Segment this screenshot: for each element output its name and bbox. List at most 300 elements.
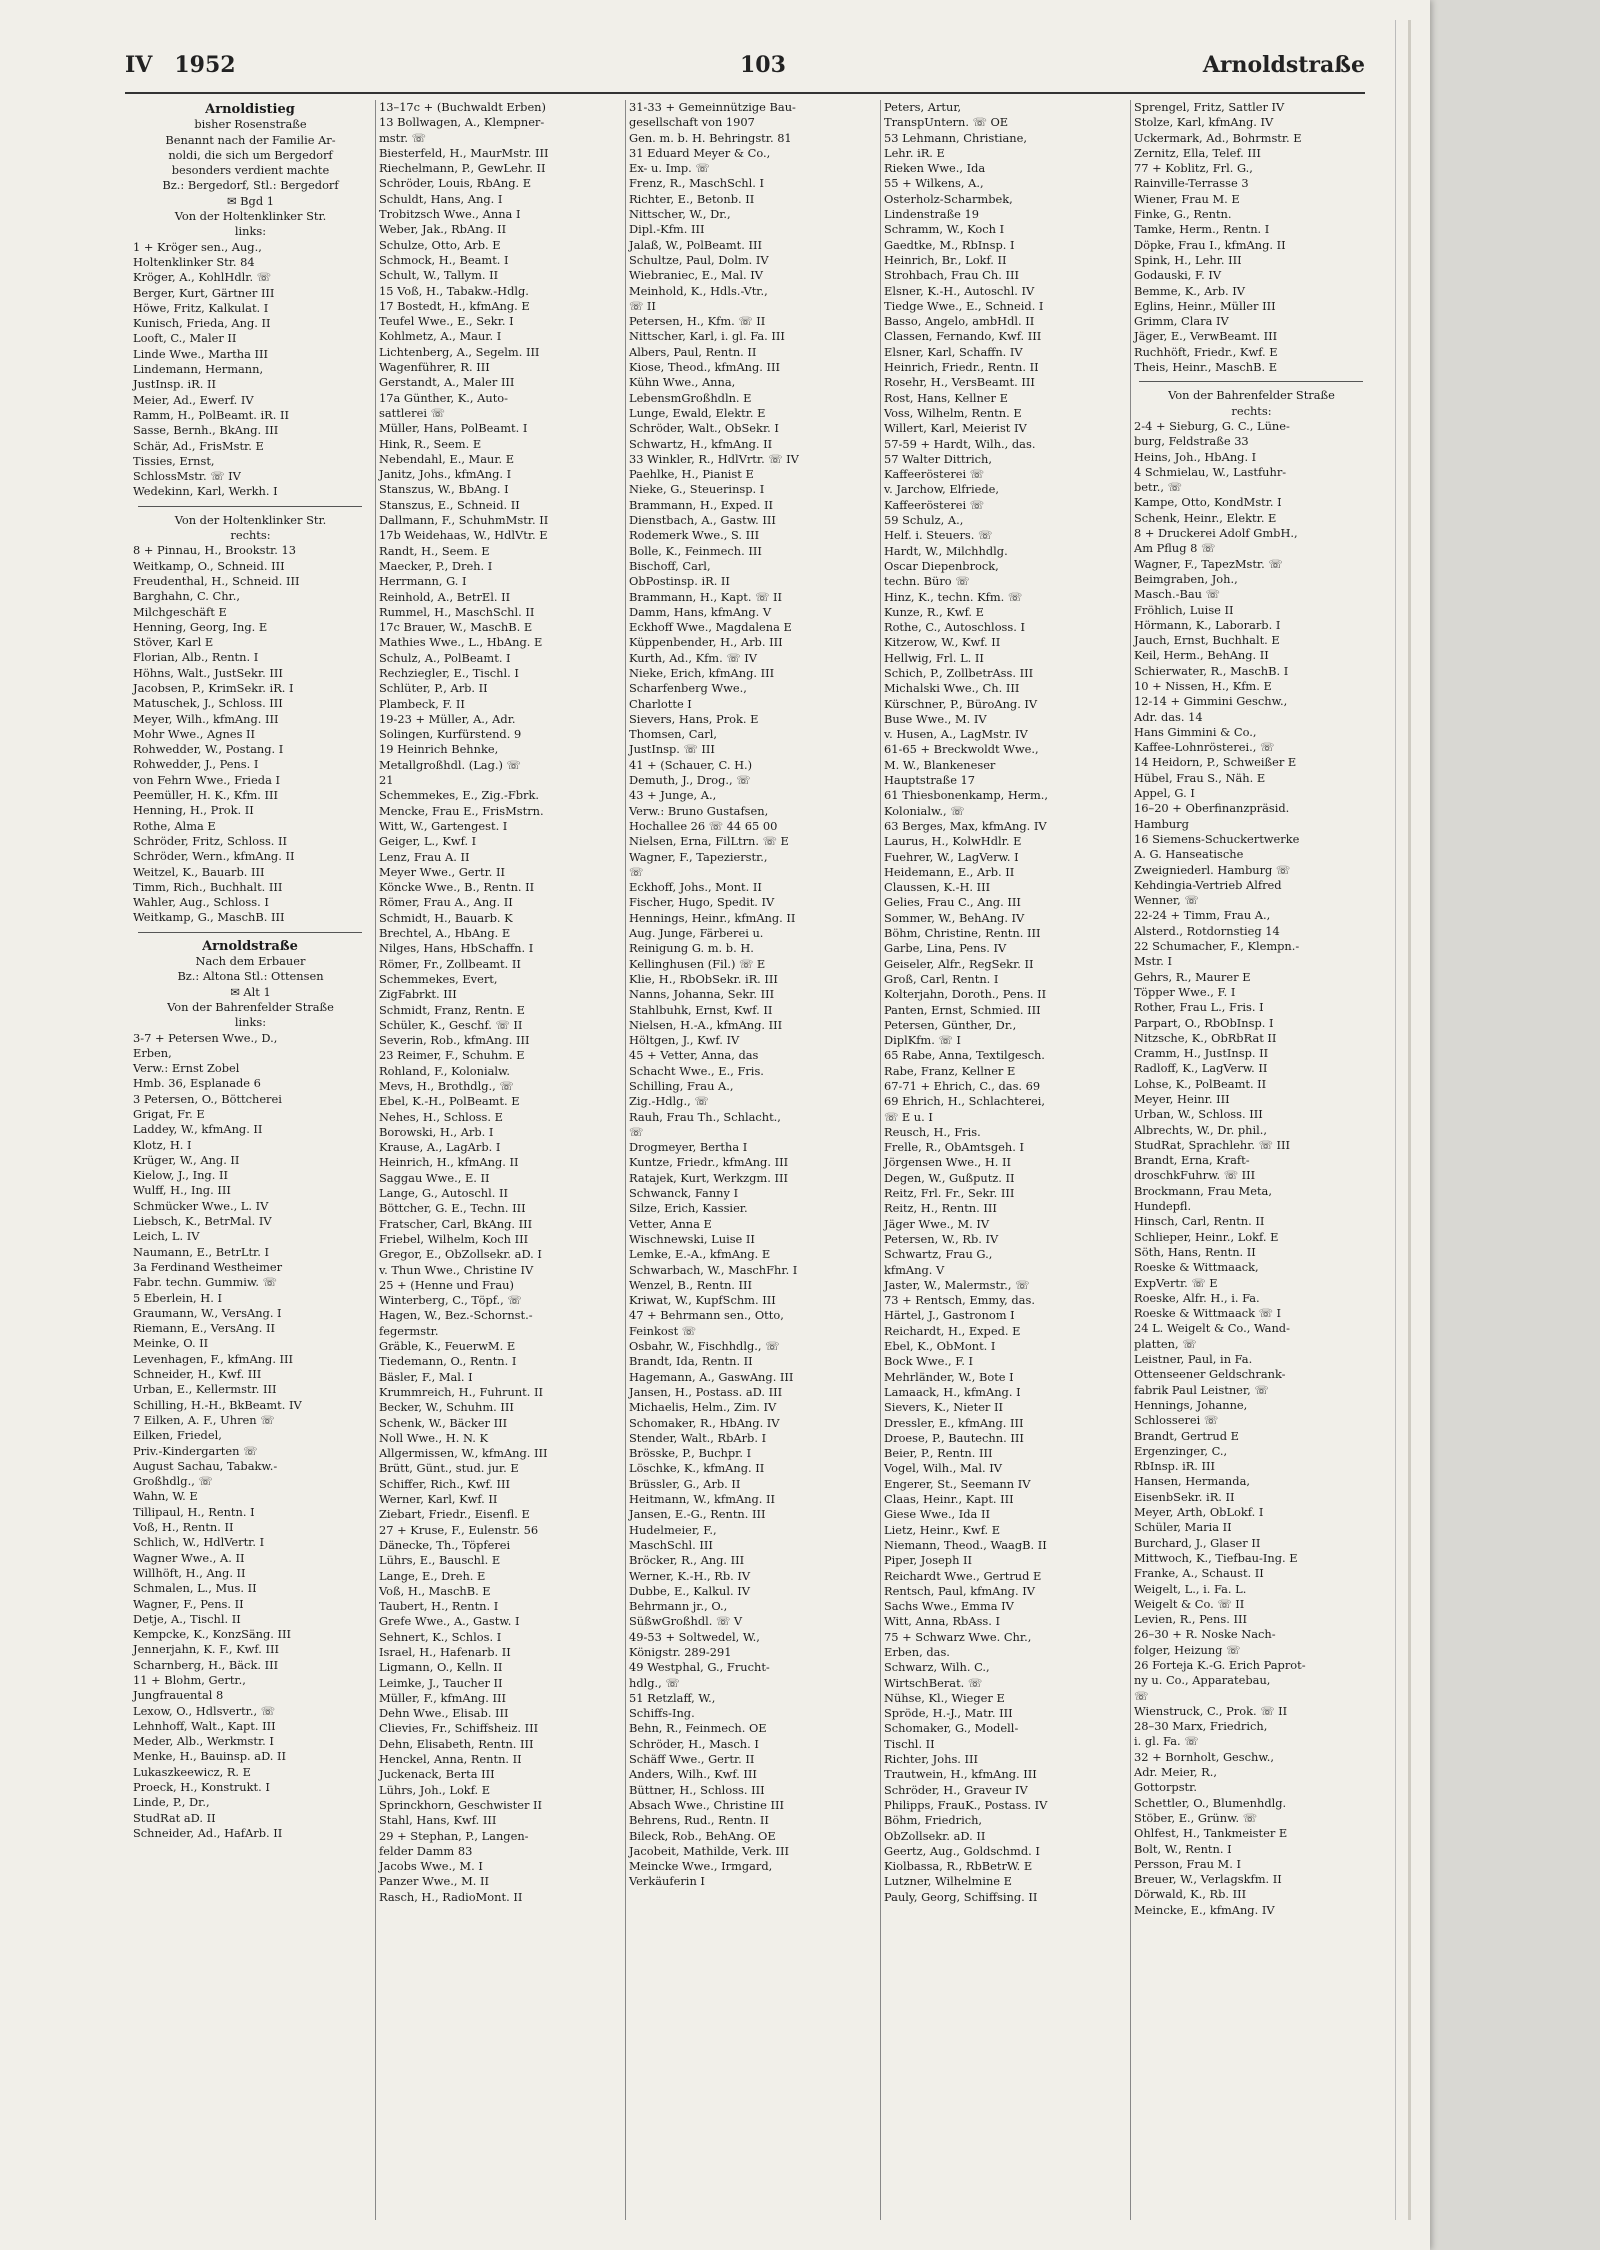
directory-entry: Urban, E., Kellermstr. III <box>133 1382 277 1397</box>
directory-entry: Jacobeit, Mathilde, Verk. III <box>629 1843 790 1858</box>
directory-entry: SüßwGroßhdl. ☏ V <box>629 1614 743 1629</box>
directory-entry: Garbe, Lina, Pens. IV <box>884 941 1007 956</box>
directory-entry: Kielow, J., Ing. II <box>133 1168 228 1183</box>
directory-entry: Stahlbuhk, Ernst, Kwf. II <box>629 1002 773 1017</box>
directory-entry: ☏ II <box>629 298 656 313</box>
directory-entry: Grefe Wwe., A., Gastw. I <box>379 1614 520 1629</box>
directory-entry: Fratscher, Carl, BkAng. III <box>379 1216 533 1231</box>
directory-entry: Rohland, F., Kolonialw. <box>379 1063 511 1078</box>
directory-entry: Hundepfl. <box>1134 1199 1192 1214</box>
directory-entry: 1 + Kröger sen., Aug., <box>133 239 262 254</box>
directory-entry: Randt, H., Seem. E <box>379 543 490 558</box>
directory-entry: Rechziegler, E., Tischl. I <box>379 665 519 680</box>
directory-entry: gesellschaft von 1907 <box>629 115 755 130</box>
directory-entry: Kunisch, Frieda, Ang. II <box>133 316 271 331</box>
directory-entry: 75 + Schwarz Wwe. Chr., <box>884 1629 1032 1644</box>
directory-entry: 51 Retzlaff, W., <box>629 1690 716 1705</box>
directory-entry: Mohr Wwe., Agnes II <box>133 726 256 741</box>
directory-entry: Döpke, Frau I., kfmAng. II <box>1134 237 1286 252</box>
directory-entry: Schlieper, Heinr., Lokf. E <box>1134 1229 1279 1244</box>
directory-entry: 17c Brauer, W., MaschB. E <box>379 620 533 635</box>
directory-entry: Riechelmann, P., GewLehr. II <box>379 161 546 176</box>
directory-entry: Kürschner, P., BüroAng. IV <box>884 696 1038 711</box>
directory-entry: Linde, P., Dr., <box>133 1795 210 1810</box>
directory-entry: Lichtenberg, A., Segelm. III <box>379 344 540 359</box>
directory-entry: Clievies, Fr., Schiffsheiz. III <box>379 1721 539 1736</box>
directory-entry: Milchgeschäft E <box>133 604 227 619</box>
directory-entry: Schröder, Walt., ObSekr. I <box>629 421 779 436</box>
header-left <box>125 52 236 78</box>
directory-entry: DiplKfm. ☏ I <box>884 1033 961 1048</box>
directory-entry: Gräble, K., FeuerwM. E <box>379 1339 516 1354</box>
directory-entry: Fröhlich, Luise II <box>1134 602 1234 617</box>
directory-entry: Jauch, Ernst, Buchhalt. E <box>1134 633 1280 648</box>
directory-entry: Heinrich, H., kfmAng. II <box>379 1155 519 1170</box>
directory-entry: 49-53 + Soltwedel, W., <box>629 1629 760 1644</box>
directory-entry: Heidemann, E., Arb. II <box>884 864 1015 879</box>
page-ribbon <box>1408 20 1411 2220</box>
street-heading: Arnoldistieg <box>205 102 295 117</box>
directory-entry: Basso, Angelo, ambHdl. II <box>884 314 1035 329</box>
directory-entry: Solingen, Kurfürstend. 9 <box>379 727 522 742</box>
directory-entry: Frelle, R., ObAmtsgeh. I <box>884 1140 1024 1155</box>
directory-entry: Schwarbach, W., MaschFhr. I <box>629 1262 798 1277</box>
section-note: Benannt nach der Familie Ar- <box>165 132 336 147</box>
directory-entry: Metallgroßhdl. (Lag.) ☏ <box>379 757 521 772</box>
directory-entry: Detje, A., Tischl. II <box>133 1611 241 1626</box>
directory-entry: Kehdingia-Vertrieb Alfred <box>1134 877 1282 892</box>
directory-entry: Liebsch, K., BetrMal. IV <box>133 1214 272 1229</box>
directory-entry: Grigat, Fr. E <box>133 1107 205 1121</box>
directory-entry: Dörwald, K., Rb. III <box>1134 1887 1247 1902</box>
directory-entry: JustInsp. ☏ III <box>629 742 715 757</box>
directory-entry: Jungfrauental 8 <box>133 1688 224 1703</box>
directory-entry: Riemann, E., VersAng. II <box>133 1321 275 1336</box>
directory-entry: 31 Eduard Meyer & Co., <box>629 145 771 160</box>
directory-entry: Brösske, P., Buchpr. I <box>629 1446 752 1461</box>
directory-entry: Leistner, Paul, in Fa. <box>1134 1352 1253 1367</box>
directory-entry: Meier, Ad., Ewerf. IV <box>133 392 254 407</box>
directory-entry: Brütt, Günt., stud. jur. E <box>379 1461 519 1476</box>
directory-entry: Albers, Paul, Rentn. II <box>629 344 757 359</box>
directory-entry: Ligmann, O., Kelln. II <box>379 1660 503 1675</box>
directory-entry: Ebel, K.-H., PolBeamt. E <box>379 1094 520 1109</box>
section-note: Von der Bahrenfelder Straße <box>1168 388 1335 403</box>
directory-entry: Heitmann, W., kfmAng. II <box>629 1492 775 1507</box>
directory-entry: Winterberg, C., Töpf., ☏ <box>379 1293 522 1308</box>
directory-entry: Hennings, Heinr., kfmAng. II <box>629 910 796 925</box>
directory-entry: Drogmeyer, Bertha I <box>629 1140 748 1155</box>
directory-entry: 2-4 + Sieburg, G. C., Lüne- <box>1134 418 1290 433</box>
directory-entry: M. W., Blankeneser <box>884 757 996 772</box>
directory-entry: Rother, Frau L., Fris. I <box>1134 1000 1264 1015</box>
directory-entry: Schulze, Otto, Arb. E <box>379 237 501 252</box>
directory-entry: Groß, Carl, Rentn. I <box>884 971 999 986</box>
directory-entry: Voß, H., Rentn. II <box>133 1520 234 1535</box>
directory-entry: ny u. Co., Apparatebau, <box>1134 1673 1271 1688</box>
directory-entry: Ramm, H., PolBeamt. iR. II <box>133 407 289 422</box>
directory-entry: Lange, E., Dreh. E <box>379 1568 486 1583</box>
directory-entry: ☏ <box>629 1124 644 1139</box>
directory-entry: Looft, C., Maler II <box>133 331 237 346</box>
header-street: Arnoldstraße <box>1202 52 1365 78</box>
directory-entry: Kolterjahn, Doroth., Pens. II <box>884 987 1047 1002</box>
directory-entry: Brandt, Gertrud E <box>1134 1428 1239 1443</box>
directory-entry: 4 Schmielau, W., Lastfuhr- <box>1134 464 1287 479</box>
directory-entry: Rothe, Alma E <box>133 818 216 833</box>
directory-entry: 57 Walter Dittrich, <box>884 451 993 466</box>
directory-entry: Schär, Ad., FrisMstr. E <box>133 438 264 453</box>
directory-entry: Meincke Wwe., Irmgard, <box>629 1859 773 1874</box>
section-note: links: <box>234 1015 267 1030</box>
directory-entry: Schlüter, P., Arb. II <box>379 681 488 696</box>
directory-entry: 17b Weidehaas, W., HdlVtr. E <box>379 528 548 543</box>
directory-entry: Franke, A., Schaust. II <box>1134 1566 1264 1581</box>
directory-entry: Fuehrer, W., LagVerw. I <box>884 849 1019 864</box>
directory-entry: Petersen, Günther, Dr., <box>884 1017 1017 1032</box>
directory-entry: 8 + Pinnau, H., Brookstr. 13 <box>133 543 296 558</box>
directory-entry: Schmücker Wwe., L. IV <box>133 1198 269 1213</box>
directory-entry: Uckermark, Ad., Bohrmstr. E <box>1134 130 1302 145</box>
directory-entry: Becker, W., Schuhm. III <box>379 1400 514 1415</box>
directory-entry: Zernitz, Ella, Telef. III <box>1134 145 1261 160</box>
directory-entry: Lindenstraße 19 <box>884 207 980 222</box>
directory-entry: 59 Schulz, A., <box>884 513 964 528</box>
directory-entry: ☏ E u. I <box>884 1109 933 1124</box>
directory-entry: Gehrs, R., Maurer E <box>1134 969 1251 984</box>
directory-entry: Gregor, E., ObZollsekr. aD. I <box>379 1247 542 1262</box>
directory-entry: Reichardt, H., Exped. E <box>884 1323 1021 1338</box>
directory-entry: fabrik Paul Leistner, ☏ <box>1134 1382 1269 1397</box>
column-1 <box>130 100 370 2220</box>
directory-entry: Kiose, Theod., kfmAng. III <box>629 360 781 375</box>
directory-entry: Schenk, Heinr., Elektr. E <box>1134 510 1277 525</box>
directory-entry: Nilges, Hans, HbSchaffn. I <box>379 941 534 956</box>
directory-entry: A. G. Hanseatische <box>1134 847 1244 862</box>
directory-entry: 19 Heinrich Behnke, <box>379 742 499 757</box>
directory-entry: Höltgen, J., Kwf. IV <box>629 1033 740 1048</box>
directory-entry: Panzer Wwe., M. II <box>379 1874 490 1889</box>
page-header <box>125 52 1365 86</box>
directory-entry: Rost, Hans, Kellner E <box>884 390 1008 405</box>
directory-entry: Schult, W., Tallym. II <box>379 268 499 283</box>
directory-entry: Peemüller, H. K., Kfm. III <box>133 788 279 803</box>
directory-entry: Schemmekes, Evert, <box>379 971 498 986</box>
directory-entry: Meinke, O. II <box>133 1336 209 1351</box>
directory-entry: 8 + Druckerei Adolf GmbH., <box>1134 526 1298 541</box>
directory-entry: 24 L. Weigelt & Co., Wand- <box>1134 1321 1290 1336</box>
directory-entry: Juckenack, Berta III <box>379 1767 495 1782</box>
directory-entry: JustInsp. iR. II <box>133 377 216 392</box>
directory-entry: Wenzel, B., Rentn. III <box>629 1277 753 1292</box>
directory-entry: Fabr. techn. Gummiw. ☏ <box>133 1275 277 1290</box>
directory-entry: Godauski, F. IV <box>1134 268 1222 283</box>
directory-entry: Sievers, K., Nieter II <box>884 1400 1004 1415</box>
directory-entry: Weitkamp, G., MaschB. III <box>133 910 285 925</box>
directory-entry: Giese Wwe., Ida II <box>884 1507 990 1522</box>
directory-entry: Rentsch, Paul, kfmAng. IV <box>884 1583 1035 1598</box>
directory-entry: Meincke, E., kfmAng. IV <box>1134 1902 1275 1917</box>
section-note: besonders verdient machte <box>171 163 330 178</box>
directory-entry: 28–30 Marx, Friedrich, <box>1134 1719 1268 1734</box>
directory-entry: Königstr. 289-291 <box>629 1644 732 1659</box>
directory-entry: Droese, P., Bautechn. III <box>884 1430 1024 1445</box>
section-note: rechts: <box>1231 403 1272 418</box>
directory-entry: Richter, E., Betonb. II <box>629 191 755 206</box>
directory-entry: Meyer, Wilh., kfmAng. III <box>133 711 279 726</box>
directory-entry: Schemmekes, E., Zig.-Fbrk. <box>379 788 539 803</box>
directory-entry: Gen. m. b. H. Behringstr. 81 <box>629 130 792 145</box>
directory-entry: Degen, W., Gußputz. II <box>884 1170 1015 1185</box>
directory-entry: folger, Heizung ☏ <box>1134 1642 1241 1657</box>
directory-entry: Adr. Meier, R., <box>1134 1765 1217 1780</box>
directory-entry: Schröder, Fritz, Schloss. II <box>133 833 288 848</box>
directory-entry: Klotz, H. I <box>133 1137 192 1152</box>
directory-entry: 22-24 + Timm, Frau A., <box>1134 908 1271 923</box>
directory-entry: EisenbSekr. iR. II <box>1134 1489 1235 1504</box>
directory-entry: Engerer, St., Seemann IV <box>884 1476 1031 1491</box>
directory-entry: Wahler, Aug., Schloss. I <box>133 895 269 910</box>
column-3 <box>625 100 876 2220</box>
directory-entry: Matuschek, J., Schloss. III <box>133 696 283 711</box>
directory-entry: Kellinghusen (Fil.) ☏ E <box>629 956 766 971</box>
directory-entry: Schneider, Ad., HafArb. II <box>133 1825 283 1840</box>
directory-entry: TranspUntern. ☏ OE <box>884 115 1009 130</box>
directory-entry: Sehnert, K., Schlos. I <box>379 1629 502 1644</box>
directory-entry: Ottenseener Geldschrank- <box>1134 1367 1286 1382</box>
directory-entry: Heins, Joh., HbAng. I <box>1134 449 1257 464</box>
directory-entry: Schwanck, Fanny I <box>629 1186 739 1201</box>
directory-entry: Timm, Rich., Buchhalt. III <box>133 879 283 894</box>
directory-entry: fegermstr. <box>379 1323 439 1338</box>
directory-entry: Reitz, H., Rentn. III <box>884 1201 997 1216</box>
directory-entry: Florian, Alb., Rentn. I <box>133 650 259 665</box>
directory-entry: 29 + Stephan, P., Langen- <box>379 1828 529 1843</box>
directory-entry: Herrmann, G. I <box>379 574 467 589</box>
directory-entry: Breuer, W., Verlagskfm. II <box>1134 1872 1282 1887</box>
directory-entry: Lehnhoff, Walt., Kapt. III <box>133 1718 276 1733</box>
directory-entry: Eilken, Friedel, <box>133 1428 222 1443</box>
directory-entry: Meyer, Heinr. III <box>1134 1092 1230 1106</box>
directory-entry: Willert, Karl, Meierist IV <box>884 421 1027 436</box>
directory-entry: Richter, Johs. III <box>884 1752 979 1767</box>
directory-entry: felder Damm 83 <box>379 1843 473 1858</box>
directory-entry: Osterholz-Scharmbek, <box>884 191 1013 206</box>
directory-entry: Janitz, Johs., kfmAng. I <box>379 467 512 482</box>
directory-entry: Jäger, E., VerwBeamt. III <box>1134 329 1278 344</box>
directory-entry: Thomsen, Carl, <box>629 727 717 742</box>
section-note: rechts: <box>230 528 271 543</box>
directory-entry: v. Husen, A., LagMstr. IV <box>884 727 1028 742</box>
directory-entry: 14 Heidorn, P., Schweißer E <box>1134 755 1297 770</box>
directory-entry: Rodemerk Wwe., S. III <box>629 528 760 543</box>
directory-entry: 26–30 + R. Noske Nach- <box>1134 1627 1276 1642</box>
directory-entry: Schierwater, R., MaschB. I <box>1134 663 1289 678</box>
directory-entry: August Sachau, Tabakw.- <box>133 1458 278 1473</box>
directory-entry: 73 + Rentsch, Emmy, das. <box>884 1293 1035 1308</box>
directory-entry: Panten, Ernst, Schmied. III <box>884 1002 1041 1017</box>
directory-entry: 77 + Koblitz, Frl. G., <box>1134 161 1253 176</box>
directory-entry: Absach Wwe., Christine III <box>629 1797 784 1812</box>
directory-entry: 12-14 + Gimmini Geschw., <box>1134 694 1288 709</box>
directory-entry: Wagner Wwe., A. II <box>133 1550 245 1565</box>
directory-entry: Proeck, H., Konstrukt. I <box>133 1780 270 1795</box>
directory-entry: Böhm, Christine, Rentn. III <box>884 926 1041 941</box>
directory-entry: Wenner, ☏ <box>1134 893 1199 908</box>
directory-entry: Lexow, O., Hdlsvertr., ☏ <box>133 1703 275 1718</box>
directory-entry: Lührs, E., Bauschl. E <box>379 1553 501 1568</box>
directory-entry: 26 Forteja K.-G. Erich Paprot- <box>1134 1657 1306 1672</box>
directory-entry: Sasse, Bernh., BkAng. III <box>133 423 279 438</box>
directory-entry: 55 + Wilkens, A., <box>884 176 984 191</box>
directory-entry: Meder, Alb., Werkmstr. I <box>133 1734 274 1749</box>
directory-entry: Frenz, R., MaschSchl. I <box>629 176 765 191</box>
directory-entry: Tillipaul, H., Rentn. I <box>133 1504 255 1519</box>
directory-entry: Lührs, Joh., Lokf. E <box>379 1782 491 1797</box>
directory-entry: sattlerei ☏ <box>379 405 445 420</box>
directory-entry: Charlotte I <box>629 696 692 711</box>
directory-entry: Lohse, K., PolBeamt. II <box>1134 1076 1267 1091</box>
directory-entry: Wiebraniec, E., Mal. IV <box>629 268 764 283</box>
directory-entry: Kaffee-Lohnrösterei., ☏ <box>1134 740 1275 755</box>
directory-entry: Gottorpstr. <box>1134 1780 1197 1795</box>
directory-entry: Tischl. II <box>884 1736 935 1751</box>
directory-entry: Weigelt & Co. ☏ II <box>1134 1596 1245 1611</box>
section-note: ✉ Alt 1 <box>230 984 271 999</box>
directory-entry: Hauptstraße 17 <box>884 773 976 788</box>
directory-entry: Schmock, H., Beamt. I <box>379 252 509 267</box>
directory-columns <box>130 100 1370 2220</box>
directory-entry: Zweigniederl. Hamburg ☏ <box>1134 862 1291 877</box>
directory-entry: Rosehr, H., VersBeamt. III <box>884 375 1035 390</box>
directory-entry: Witt, W., Gartengest. I <box>379 818 508 833</box>
directory-entry: RbInsp. iR. III <box>1134 1459 1216 1474</box>
directory-entry: 57-59 + Hardt, Wilh., das. <box>884 436 1036 451</box>
directory-entry: Ratajek, Kurt, Werkzgm. III <box>629 1170 788 1185</box>
directory-entry: Küppenbender, H., Arb. III <box>629 635 783 650</box>
directory-entry: Berger, Kurt, Gärtner III <box>133 285 275 300</box>
directory-entry: 33 Winkler, R., HdlVrtr. ☏ IV <box>629 451 799 466</box>
directory-entry: Behrens, Rud., Rentn. II <box>629 1813 769 1828</box>
directory-entry: Jacobs Wwe., M. I <box>379 1859 483 1874</box>
directory-entry: 25 + (Henne und Frau) <box>379 1277 514 1292</box>
directory-entry: kfmAng. V <box>884 1262 945 1277</box>
directory-entry: Ergenzinger, C., <box>1134 1443 1228 1458</box>
directory-entry: i. gl. Fa. ☏ <box>1134 1734 1199 1749</box>
directory-entry: Schröder, H., Graveur IV <box>884 1782 1028 1797</box>
directory-entry: Leich, L. IV <box>133 1229 200 1244</box>
directory-entry: Brammann, H., Exped. II <box>629 497 774 512</box>
directory-entry: Mevs, H., Brothdlg., ☏ <box>379 1079 514 1093</box>
column-4 <box>880 100 1126 2220</box>
directory-entry: Großhdlg., ☏ <box>133 1474 213 1489</box>
directory-entry: Nittscher, W., Dr., <box>629 207 731 222</box>
directory-entry: Scharnberg, H., Bäck. III <box>133 1657 279 1672</box>
directory-entry: Teufel Wwe., E., Sekr. I <box>379 314 514 329</box>
directory-entry: 13–17c + (Buchwaldt Erben) <box>379 100 546 114</box>
directory-entry: 65 Rabe, Anna, Textilgesch. <box>884 1048 1045 1063</box>
directory-entry: Lenz, Frau A. II <box>379 849 470 864</box>
directory-entry: Mstr. I <box>1134 954 1173 969</box>
directory-entry: Paehlke, H., Pianist E <box>629 467 754 482</box>
directory-entry: Beier, P., Rentn. III <box>884 1446 993 1461</box>
directory-entry: Eckhoff, Johs., Mont. II <box>629 880 762 895</box>
directory-entry: Römer, Fr., Zollbeamt. II <box>379 956 521 971</box>
directory-entry: Dressler, E., kfmAng. III <box>884 1415 1024 1430</box>
directory-entry: Hinz, K., techn. Kfm. ☏ <box>884 589 1023 604</box>
directory-entry: Ziebart, Friedr., Eisenfl. E <box>379 1507 530 1522</box>
directory-entry: Reinigung G. m. b. H. <box>629 941 754 956</box>
directory-entry: Brüssler, G., Arb. II <box>629 1476 741 1491</box>
directory-entry: Höhns, Walt., JustSekr. III <box>133 665 283 680</box>
directory-entry: Brandt, Erna, Kraft- <box>1134 1153 1250 1168</box>
directory-entry: Müller, F., kfmAng. III <box>379 1690 506 1705</box>
directory-entry: Wagner, F., Pens. II <box>133 1596 244 1611</box>
directory-entry: 17a Günther, K., Auto- <box>379 390 508 405</box>
directory-entry: Höwe, Fritz, Kalkulat. I <box>133 300 269 315</box>
directory-entry: Kunze, R., Kwf. E <box>884 604 984 619</box>
directory-entry: Bemme, K., Arb. IV <box>1134 283 1245 298</box>
directory-entry: 10 + Nissen, H., Kfm. E <box>1134 678 1272 693</box>
directory-entry: 21 <box>379 773 394 788</box>
directory-entry: Schlich, W., HdlVertr. I <box>133 1535 265 1550</box>
directory-entry: Roeske & Wittmaack, <box>1134 1260 1259 1275</box>
directory-entry: Meyer, Arth, ObLokf. I <box>1134 1505 1264 1520</box>
directory-entry: Schomaker, R., HbAng. IV <box>629 1415 780 1430</box>
directory-entry: Nanns, Johanna, Sekr. III <box>629 987 775 1002</box>
directory-entry: MaschSchl. III <box>629 1537 713 1552</box>
directory-entry: 45 + Vetter, Anna, das <box>629 1048 759 1063</box>
directory-entry: Dubbe, E., Kalkul. IV <box>629 1583 751 1598</box>
directory-entry: Schneider, H., Kwf. III <box>133 1367 262 1382</box>
directory-entry: Kuntze, Friedr., kfmAng. III <box>629 1155 789 1170</box>
directory-entry: WirtschBerat. ☏ <box>884 1675 983 1690</box>
directory-entry: Heinrich, Br., Lokf. II <box>884 252 1007 267</box>
directory-entry: Schäff Wwe., Gertr. II <box>629 1752 755 1767</box>
directory-entry: Laddey, W., kfmAng. II <box>133 1122 263 1137</box>
directory-entry: Noll Wwe., H. N. K <box>379 1430 488 1445</box>
section-divider <box>138 932 362 933</box>
directory-entry: Stanszus, W., BbAng. I <box>379 482 509 497</box>
directory-entry: Schröder, Wern., kfmAng. II <box>133 849 295 864</box>
directory-entry: Rohwedder, J., Pens. I <box>133 757 259 772</box>
directory-entry: Feinkost ☏ <box>629 1323 697 1338</box>
directory-entry: ExpVertr. ☏ E <box>1134 1275 1218 1290</box>
directory-entry: Piper, Joseph II <box>884 1553 973 1568</box>
directory-entry: Voß, H., MaschB. E <box>379 1583 491 1598</box>
directory-entry: Krüger, W., Ang. II <box>133 1152 240 1167</box>
directory-entry: Taubert, H., Rentn. I <box>379 1599 499 1614</box>
directory-entry: Radloff, K., LagVerw. II <box>1134 1061 1268 1076</box>
directory-entry: Lindemann, Hermann, <box>133 362 264 377</box>
directory-entry: Stöver, Karl E <box>133 635 214 650</box>
directory-entry: Schröder, Louis, RbAng. E <box>379 176 532 191</box>
directory-entry: Saggau Wwe., E. II <box>379 1170 490 1185</box>
directory-entry: Wienstruck, C., Prok. ☏ II <box>1134 1703 1288 1718</box>
directory-entry: Trautwein, H., kfmAng. III <box>884 1767 1037 1782</box>
directory-entry: Wahn, W. E <box>133 1489 198 1504</box>
directory-entry: 27 + Kruse, F., Eulenstr. 56 <box>379 1522 539 1537</box>
directory-entry: 3a Ferdinand Westheimer <box>133 1259 283 1274</box>
directory-entry: Sachs Wwe., Emma IV <box>884 1599 1014 1614</box>
directory-entry: Jäger Wwe., M. IV <box>884 1216 990 1231</box>
directory-entry: Schulz, A., PolBeamt. I <box>379 650 511 665</box>
directory-entry: Lange, G., Autoschl. II <box>379 1186 508 1201</box>
directory-entry: 53 Lehmann, Christiane, <box>884 130 1027 145</box>
directory-entry: Schacht Wwe., E., Fris. <box>629 1063 764 1078</box>
directory-entry: Lunge, Ewald, Elektr. E <box>629 405 766 420</box>
directory-entry: 43 + Junge, A., <box>629 788 717 803</box>
